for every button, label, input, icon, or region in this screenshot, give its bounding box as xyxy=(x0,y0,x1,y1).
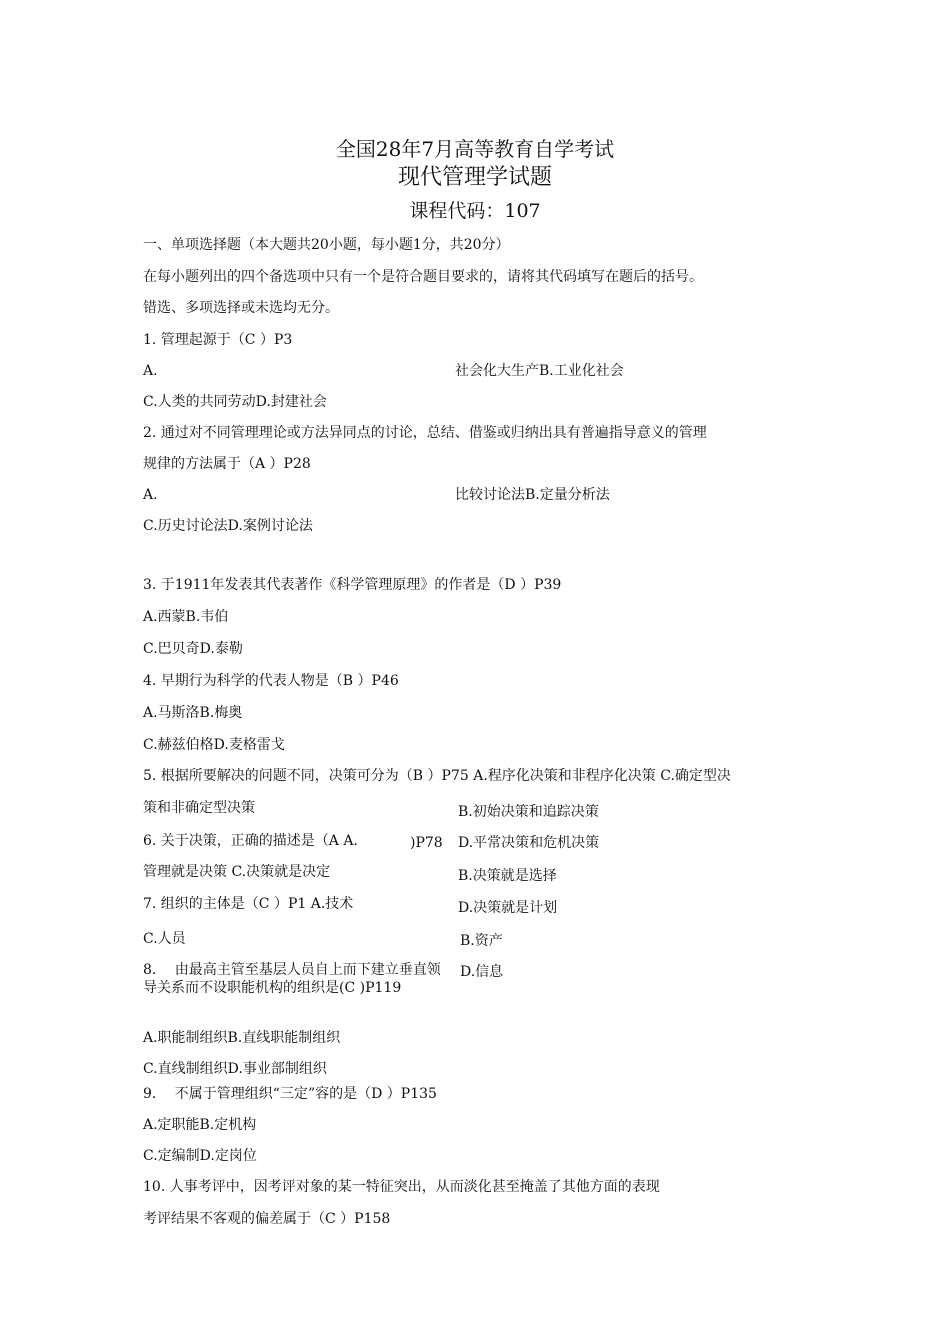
option-text: A.马斯洛B.梅奥 xyxy=(143,705,243,721)
question-stem: 考评结果不客观的偏差属于（C ）P158 xyxy=(143,1211,391,1227)
question-stem: 1. 管理起源于（C ）P3 xyxy=(143,332,293,348)
question-stem: )P78 xyxy=(410,835,443,851)
option-text: D.平常决策和危机决策 xyxy=(458,835,600,851)
section-heading: 一、单项选择题（本大题共20小题，每小题1分，共20分） xyxy=(143,237,510,253)
option-text: 社会化大生产B.工业化社会 xyxy=(455,363,624,379)
question-stem: 10. 人事考评中，因考评对象的某一特征突出，从而淡化甚至掩盖了其他方面的表现 xyxy=(143,1179,660,1195)
option-text: C.历史讨论法D.案例讨论法 xyxy=(143,518,313,534)
question-stem: 2. 通过对不同管理理论或方法异同点的讨论，总结、借鉴或归纳出具有普遍指导意义的管理 xyxy=(143,425,707,441)
option-text: 管理就是决策 C.决策就是决定 xyxy=(143,864,331,880)
option-label: A. xyxy=(143,487,158,503)
question-stem: 规律的方法属于（A ）P28 xyxy=(143,456,311,472)
question-stem: 5. 根据所要解决的问题不同，决策可分为（B ）P75 A.程序化决策和非程序化决策 C.确定型决 xyxy=(143,768,731,784)
question-stem: 4. 早期行为科学的代表人物是（B ）P46 xyxy=(143,673,399,689)
option-label: A. xyxy=(143,363,158,379)
option-text: A.职能制组织B.直线职能制组织 xyxy=(143,1030,341,1046)
option-text: B.资产 xyxy=(460,933,503,949)
option-text: A.西蒙B.韦伯 xyxy=(143,609,229,625)
option-text: D.信息 xyxy=(460,964,504,980)
question-stem: 策和非确定型决策 xyxy=(143,800,255,816)
instruction-line: 错选、多项选择或未选均无分。 xyxy=(143,300,339,316)
question-stem: 9. 不属于管理组织“三定”容的是（D ）P135 xyxy=(143,1086,437,1102)
question-stem: 3. 于1911年发表其代表著作《科学管理原理》的作者是（D ）P39 xyxy=(143,577,562,593)
option-text: C.人类的共同劳动D.封建社会 xyxy=(143,394,327,410)
option-text: 比较讨论法B.定量分析法 xyxy=(455,487,610,503)
option-text: C.赫兹伯格D.麦格雷戈 xyxy=(143,737,285,753)
question-stem: 6. 关于决策，正确的描述是（A A. xyxy=(143,833,358,849)
course-code: 课程代码：107 xyxy=(409,200,541,222)
exam-title: 全国28年7月高等教育自学考试 xyxy=(335,137,615,161)
instruction-line: 在每小题列出的四个备选项中只有一个是符合题目要求的，请将其代码填写在题后的括号。 xyxy=(143,269,703,285)
question-stem: 7. 组织的主体是（C ）P1 A.技术 xyxy=(143,896,354,912)
option-text: C.定编制D.定岗位 xyxy=(143,1148,257,1164)
question-stem: 8. 由最高主管至基层人员自上而下建立垂直领导关系而不设职能机构的组织是(C )P119 xyxy=(143,962,441,996)
option-text: C.直线制组织D.事业部制组织 xyxy=(143,1061,327,1077)
option-text: B.决策就是选择 xyxy=(458,868,557,884)
option-text: C.人员 xyxy=(143,931,186,947)
option-text: C.巴贝奇D.泰勒 xyxy=(143,641,243,657)
option-text: A.定职能B.定机构 xyxy=(143,1117,257,1133)
option-text: D.决策就是计划 xyxy=(458,900,558,916)
exam-subject: 现代管理学试题 xyxy=(397,165,552,190)
option-text: B.初始决策和追踪决策 xyxy=(458,804,599,820)
